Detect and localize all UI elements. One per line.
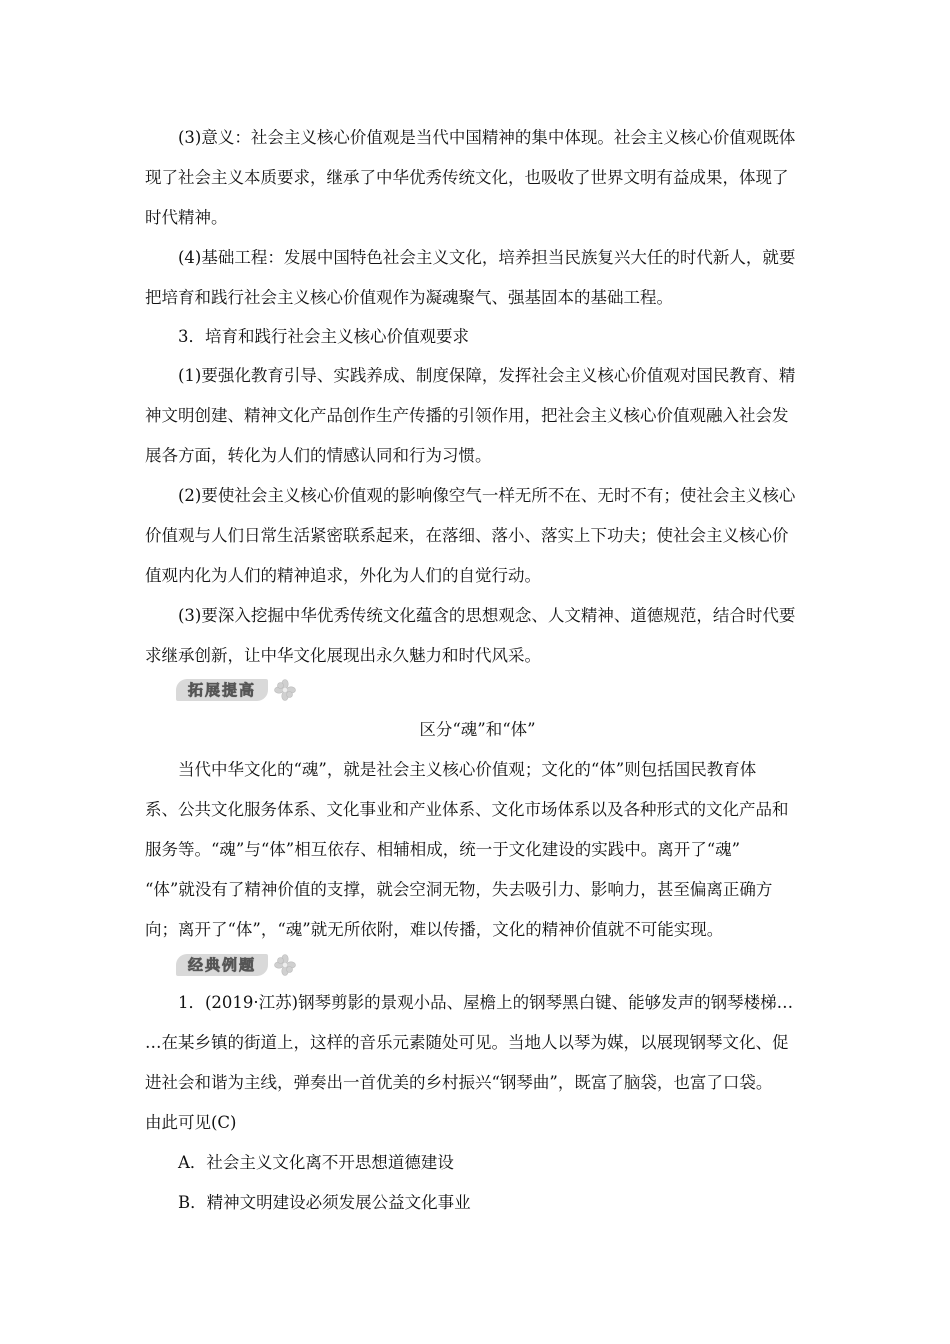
paragraph-extend bbox=[145, 750, 810, 950]
paragraph-req3 bbox=[145, 596, 810, 676]
text-line: 现了社会主义本质要求，继承了中华优秀传统文化，也吸收了世界文明有益成果，体现了 bbox=[145, 168, 789, 187]
text-line: 时代精神。 bbox=[145, 208, 228, 227]
heading-text: 3．培育和践行社会主义核心价值观要求 bbox=[178, 327, 469, 346]
paragraph-foundation bbox=[145, 238, 810, 318]
text-line: 系、公共文化服务体系、文化事业和产业体系、文化市场体系以及各种形式的文化产品和 bbox=[145, 800, 789, 819]
text-line: 1．(2019·江苏)钢琴剪影的景观小品、屋檐上的钢琴黑白键、能够发声的钢琴楼梯… bbox=[178, 993, 794, 1012]
extend-title: 区分“魂”和“体” bbox=[419, 720, 536, 739]
tag-label: 经典例题 bbox=[176, 954, 268, 976]
text-line: 把培育和践行社会主义核心价值观作为凝魂聚气、强基固本的基础工程。 bbox=[145, 288, 673, 307]
text-line: (3)意义：社会主义核心价值观是当代中国精神的集中体现。社会主义核心价值观既体 bbox=[178, 128, 796, 147]
section-tag-extend bbox=[176, 678, 298, 702]
text-line: 当代中华文化的“魂”，就是社会主义核心价值观；文化的“体”则包括国民教育体 bbox=[178, 760, 757, 779]
heading-requirements bbox=[145, 317, 810, 357]
text-line: 值观内化为人们的精神追求，外化为人们的自觉行动。 bbox=[145, 566, 541, 585]
question-1 bbox=[145, 983, 810, 1143]
paragraph-req1 bbox=[145, 356, 810, 476]
text-line: (3)要深入挖掘中华优秀传统文化蕴含的思想观念、人文精神、道德规范，结合时代要 bbox=[178, 606, 796, 625]
paragraph-meaning bbox=[145, 118, 810, 238]
text-line: 求继承创新，让中华文化展现出永久魅力和时代风采。 bbox=[145, 646, 541, 665]
text-line: 展各方面，转化为人们的情感认同和行为习惯。 bbox=[145, 446, 492, 465]
flower-icon bbox=[272, 954, 298, 976]
option-a: A．社会主义文化离不开思想道德建设 bbox=[178, 1153, 454, 1172]
text-line: 价值观与人们日常生活紧密联系起来，在落细、落小、落实上下功夫；使社会主义核心价 bbox=[145, 526, 789, 545]
text-line: 神文明创建、精神文化产品创作生产传播的引领作用，把社会主义核心价值观融入社会发 bbox=[145, 406, 789, 425]
tag-label: 拓展提高 bbox=[176, 679, 268, 701]
text-line: 进社会和谐为主线，弹奏出一首优美的乡村振兴“钢琴曲”，既富了脑袋，也富了口袋。 bbox=[145, 1073, 773, 1092]
text-line: 向；离开了“体”，“魂”就无所依附，难以传播，文化的精神价值就不可能实现。 bbox=[145, 920, 724, 939]
text-line: “体”就没有了精神价值的支撑，就会空洞无物，失去吸引力、影响力，甚至偏离正确方 bbox=[145, 880, 773, 899]
text-line: …在某乡镇的街道上，这样的音乐元素随处可见。当地人以琴为媒，以展现钢琴文化、促 bbox=[145, 1033, 789, 1052]
option-b: B．精神文明建设必须发展公益文化事业 bbox=[178, 1193, 471, 1212]
answer-options bbox=[145, 1143, 810, 1223]
text-line: (2)要使社会主义核心价值观的影响像空气一样无所不在、无时不有；使社会主义核心 bbox=[178, 486, 796, 505]
paragraph-req2 bbox=[145, 476, 810, 596]
text-line: (4)基础工程：发展中国特色社会主义文化，培养担当民族复兴大任的时代新人，就要 bbox=[178, 248, 796, 267]
section-tag-example bbox=[176, 953, 298, 977]
flower-icon bbox=[272, 679, 298, 701]
text-line: 服务等。“魂”与“体”相互依存、相辅相成，统一于文化建设的实践中。离开了“魂” bbox=[145, 840, 741, 859]
text-line: (1)要强化教育引导、实践养成、制度保障，发挥社会主义核心价值观对国民教育、精 bbox=[178, 366, 796, 385]
text-line: 由此可见(C) bbox=[145, 1113, 237, 1132]
